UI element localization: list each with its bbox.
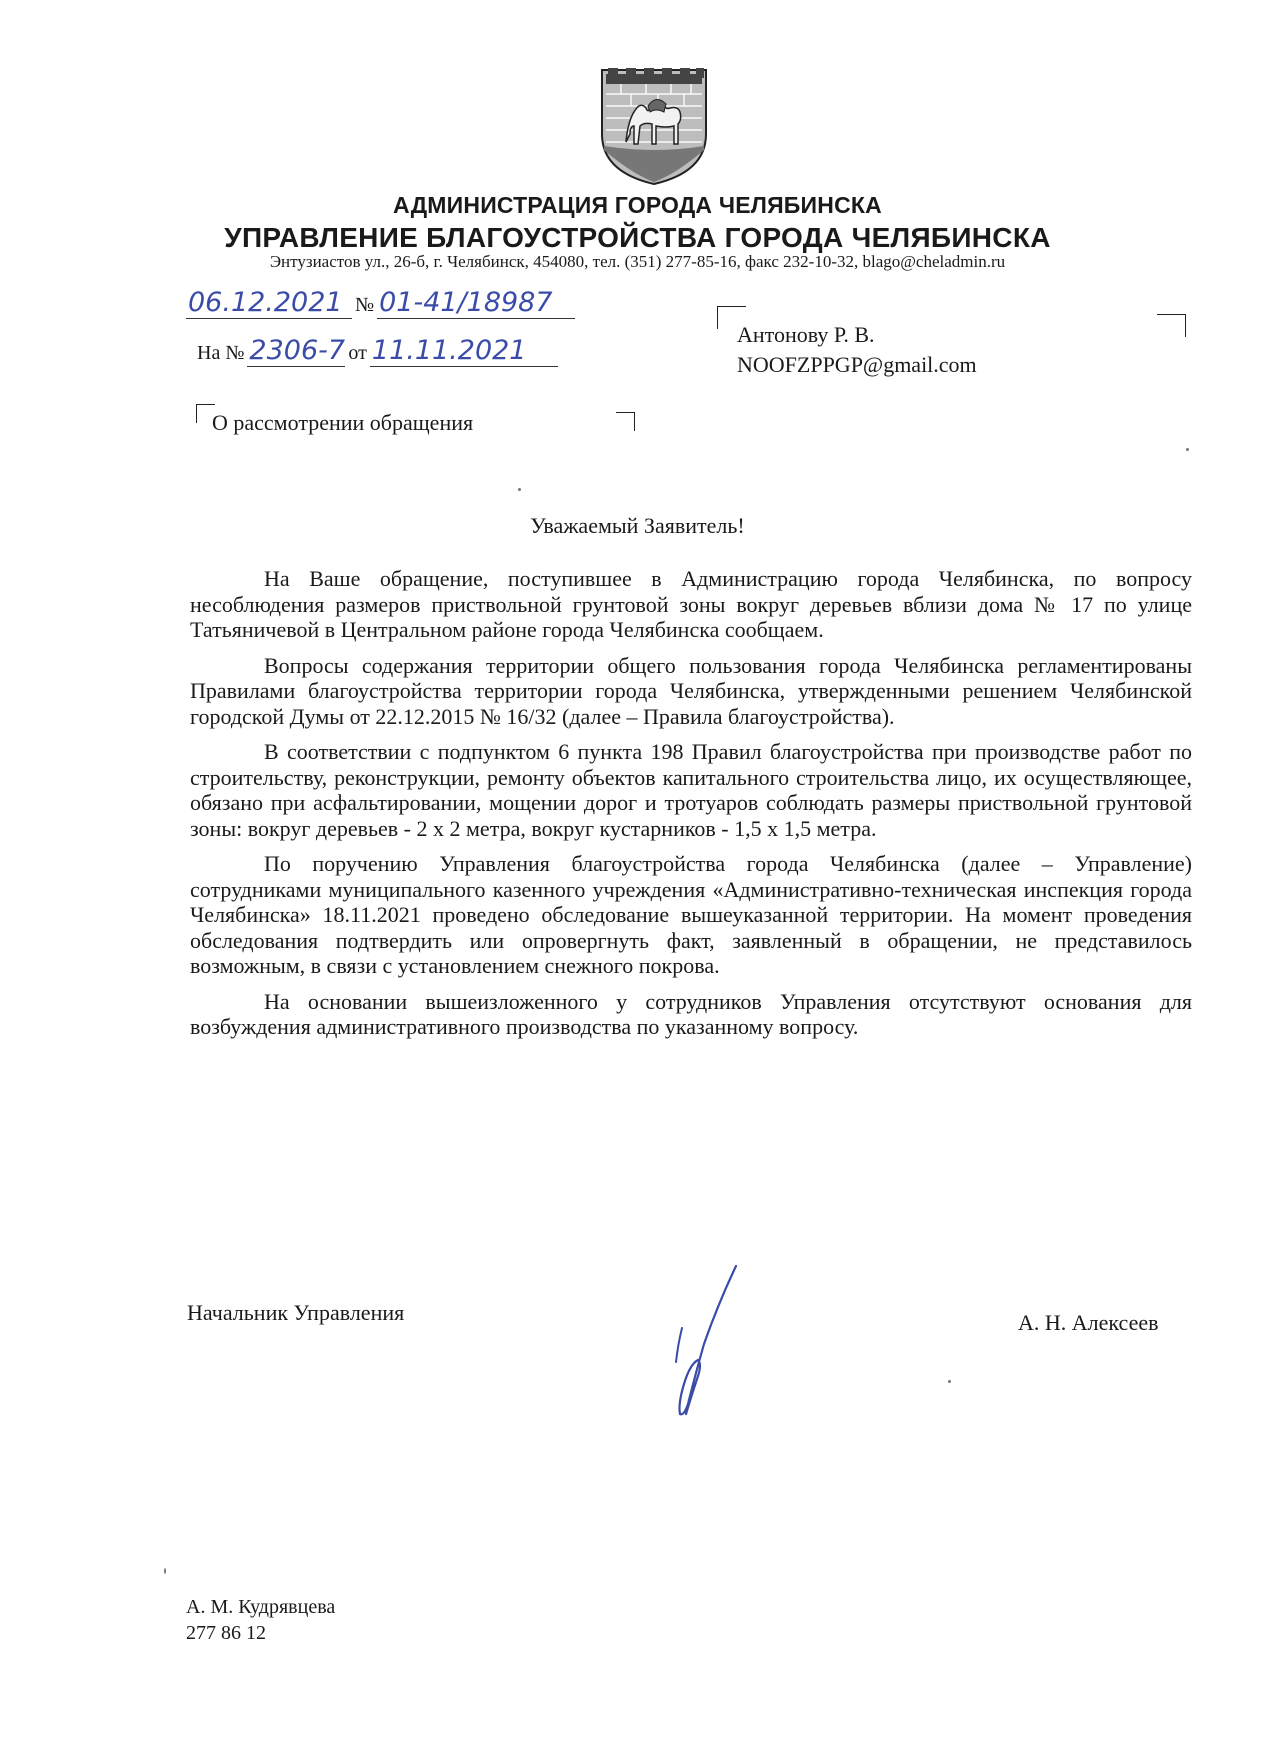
body-paragraph: Вопросы содержания территории общего пользования города Челябинска регламентированы Правилами благоустройства территории города Челябинска, утвержденными решением Челябинской городской Думы от 22.12.2015 № 16/32 (далее – Правила благоустройства).	[190, 652, 1192, 729]
org-name-administration: АДМИНИСТРАЦИЯ ГОРОДА ЧЕЛЯБИНСКА	[393, 192, 882, 218]
body-paragraph: На Ваше обращение, поступившее в Администрацию города Челябинска, по вопросу несоблюдения размеров приствольной грунтовой зоны вокруг деревьев вблизи дома № 17 по улице Татьяничевой в Центральном районе города Челябинска сообщаем.	[190, 566, 1192, 642]
letter-body	[190, 566, 1192, 1050]
org-address: Энтузиастов ул., 26-б, г. Челябинск, 454080, тел. (351) 277-85-16, факс 232-10-32, blago@cheladmin.ru	[269, 252, 1006, 271]
scan-speck	[948, 1380, 951, 1383]
addressee-email: NOOFZPPGP@gmail.com	[737, 352, 977, 377]
executor-name: А. М. Кудрявцева	[186, 1596, 336, 1618]
coat-of-arms-icon	[596, 64, 712, 188]
outgoing-date: 06.12.2021	[186, 288, 352, 319]
scan-speck	[1186, 448, 1189, 451]
addressee-corner-right	[1157, 314, 1186, 337]
addressee-block	[737, 320, 977, 380]
number-label: №	[355, 294, 375, 316]
from-label: от	[348, 342, 367, 364]
signer-name: А. Н. Алексеев	[1018, 1310, 1159, 1335]
reply-to-label: На №	[197, 342, 245, 364]
letter-subject: О рассмотрении обращения	[212, 410, 474, 435]
reply-to-registration	[194, 336, 558, 367]
scan-speck	[518, 488, 521, 491]
outgoing-number: 01-41/18987	[377, 288, 575, 319]
signer-title: Начальник Управления	[187, 1300, 405, 1325]
reply-to-date: 11.11.2021	[370, 336, 558, 367]
body-paragraph: На основании вышеизложенного у сотрудников Управления отсутствуют основания для возбуждения административного производства по указанному вопросу.	[190, 988, 1192, 1039]
body-paragraph: По поручению Управления благоустройства города Челябинска (далее – Управление) сотрудниками муниципального казенного учреждения «Административно-техническая инспекция города Челябинска» 18.11.2021 проведено обследование вышеуказанной территории. На момент проведения обследования подтвердить или опровергнуть факт, заявленный в обращении, не представилось возможным, в связи с установлением снежного покрова.	[190, 851, 1192, 978]
body-paragraph: В соответствии с подпунктом 6 пункта 198 Правил благоустройства при производстве работ по строительству, реконструкции, ремонту объектов капитального строительства лицо, их осуществляющее, обязано при асфальтировании, мощении дорог и тротуаров соблюдать размеры приствольной грунтовой зоны: вокруг деревьев - 2 х 2 метра, вокруг кустарников - 1,5 х 1,5 метра.	[190, 739, 1192, 841]
org-name-department: УПРАВЛЕНИЕ БЛАГОУСТРОЙСТВА ГОРОДА ЧЕЛЯБИНСКА	[224, 222, 1051, 253]
executor-phone: 277 86 12	[186, 1622, 266, 1644]
subject-corner-right	[616, 412, 635, 431]
reply-to-number: 2306-7	[249, 335, 346, 366]
signature-icon	[658, 1264, 738, 1424]
scan-speck	[164, 1568, 166, 1574]
salutation: Уважаемый Заявитель!	[530, 513, 745, 538]
addressee-name: Антонову Р. В.	[737, 322, 875, 347]
outgoing-registration	[186, 288, 575, 319]
